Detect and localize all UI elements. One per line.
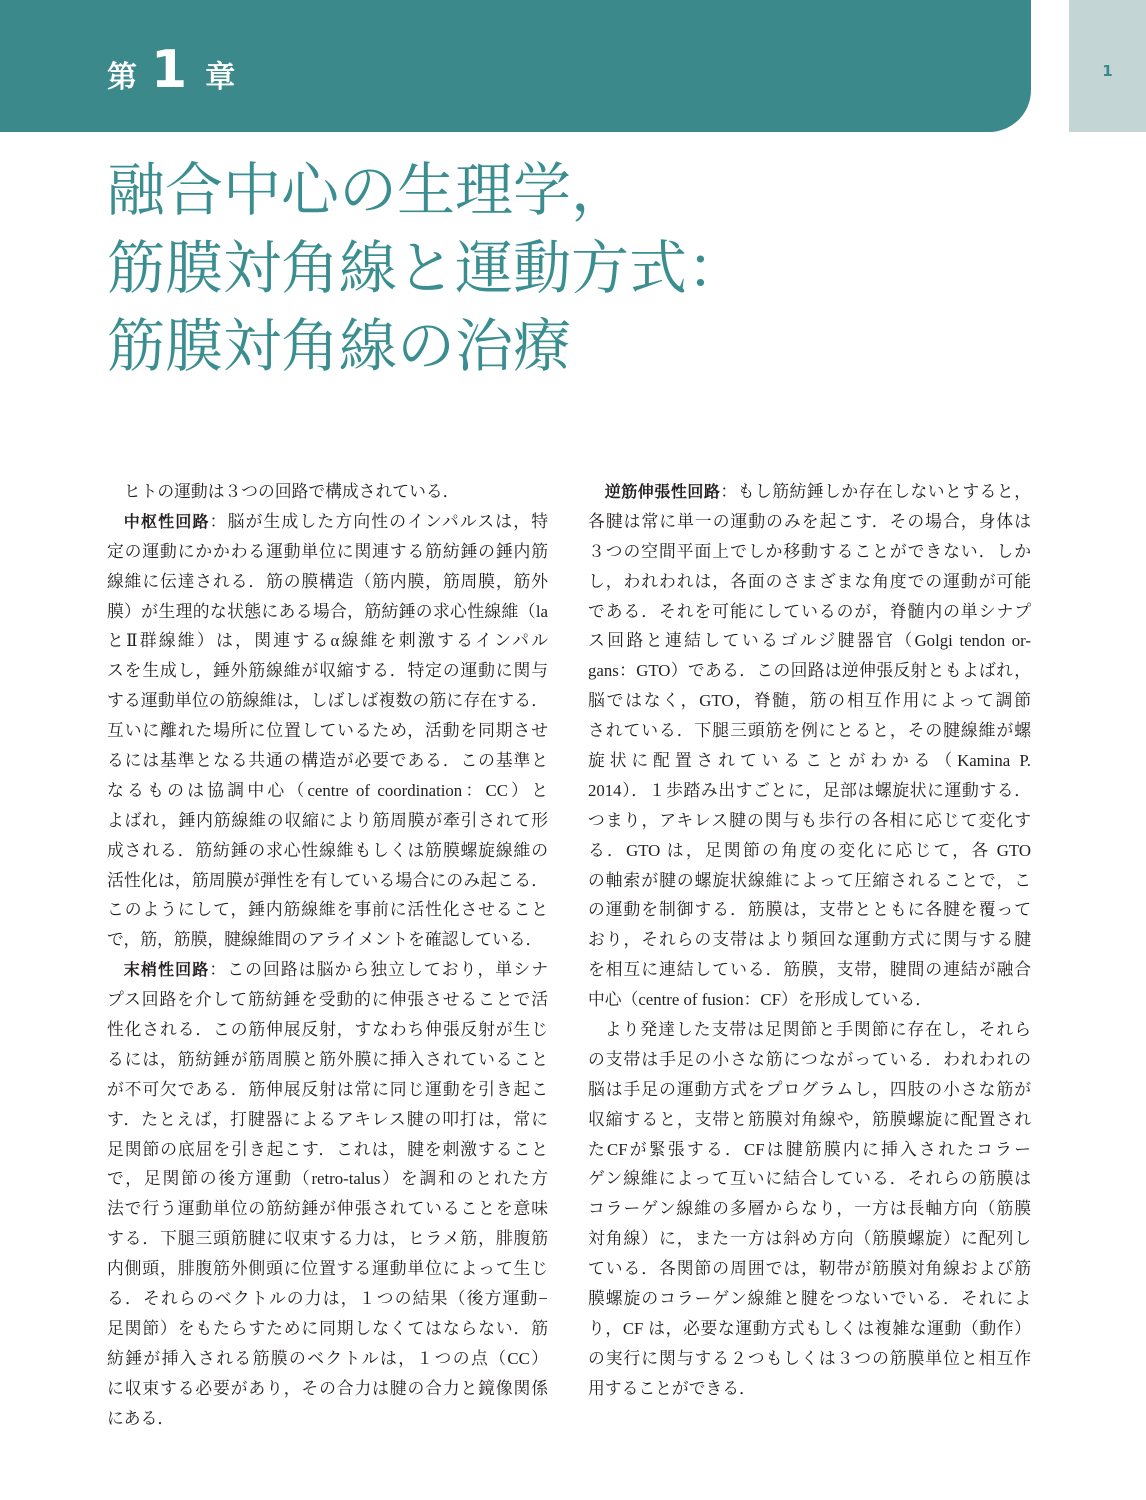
text-line bbox=[107, 507, 548, 537]
text-line: なるものは協調中心（centre of coordination：CC）と bbox=[107, 780, 548, 800]
text-line: である．それを可能にしているのが，脊髄内の単シナプ bbox=[588, 601, 1031, 621]
text-line: 2014）．１歩踏み出すごとに，足部は螺旋状に運動する． bbox=[588, 780, 1031, 800]
text-line: 脳ではなく，GTO，脊髄，筋の相互作用によって調節 bbox=[588, 691, 1031, 711]
text-line: の運動を制御する．筋膜は，支帯とともに各腱を覆って bbox=[588, 900, 1031, 920]
text-line: 各腱は常に単一の運動のみを起こす．その場合，身体は bbox=[588, 511, 1031, 531]
text-line: が不可欠である．筋伸展反射は常に同じ運動を引き起こ bbox=[107, 1079, 548, 1099]
text-line: に収束する必要があり，その合力は腱の合力と鏡像関係 bbox=[107, 1378, 548, 1398]
title-line: 筋膜対角線と運動方式： bbox=[107, 234, 746, 302]
text-line: り，CF は，必要な運動方式もしくは複雑な運動（動作） bbox=[588, 1318, 1031, 1338]
chapter-prefix: 第 bbox=[107, 60, 137, 95]
text-line: プス回路を介して筋紡錘を受動的に伸張させることで活 bbox=[107, 990, 548, 1010]
text-line: の実行に関与する２つもしくは３つの筋膜単位と相互作 bbox=[588, 1348, 1031, 1368]
paragraph bbox=[588, 477, 1031, 1015]
text-line: 線維に伝達される．筋の膜構造（筋内膜，筋周膜，筋外 bbox=[107, 571, 548, 591]
text-line: gans：GTO）である．この回路は逆伸張反射ともよばれ， bbox=[588, 661, 1031, 681]
text-line: 成される．筋紡錘の求心性線維もしくは筋膜螺旋線維の bbox=[107, 840, 548, 860]
title-line: 融合中心の生理学， bbox=[107, 156, 630, 224]
text-line-body: ：脳が生成した方向性のインパルスは，特 bbox=[209, 511, 548, 531]
text-line: スを生成し，錘外筋線維が収縮する．特定の運動に関与 bbox=[107, 661, 548, 681]
text-line: 定の運動にかかわる運動単位に関連する筋紡錘の錘内筋 bbox=[107, 541, 548, 561]
paragraph-lead: 末梢性回路 bbox=[123, 960, 210, 980]
right-column bbox=[588, 477, 1031, 1404]
text-line: る．それらのベクトルの力は，１つの結果（後方運動− bbox=[107, 1289, 548, 1309]
paragraph-lead: 中枢性回路 bbox=[123, 511, 210, 531]
left-column bbox=[107, 477, 548, 1434]
paragraph bbox=[107, 955, 548, 1433]
chapter-title bbox=[107, 151, 745, 385]
text-line: し，われわれは，各面のさまざまな角度での運動が可能 bbox=[588, 571, 1031, 591]
text-line bbox=[107, 955, 548, 985]
paragraph bbox=[588, 1015, 1031, 1404]
text-line: コラーゲン線維の多層からなり，一方は長軸方向（筋膜 bbox=[588, 1199, 1031, 1219]
text-line: 法で行う運動単位の筋紡錘が伸張されていることを意味 bbox=[107, 1199, 548, 1219]
text-line: されている．下腿三頭筋を例にとると，その腱線維が螺 bbox=[588, 721, 1031, 741]
text-line: 膜螺旋のコラーゲン線維と腱をつないでいる．それによ bbox=[588, 1289, 1031, 1309]
text-line: 旋状に配置されていることがわかる（Kamina P. bbox=[588, 751, 1031, 771]
text-line: ス回路と連結しているゴルジ腱器官（Golgi tendon or- bbox=[588, 631, 1031, 651]
text-line: 性化される．この筋伸展反射，すなわち伸張反射が生じ bbox=[107, 1020, 548, 1040]
chapter-header-band bbox=[0, 0, 1031, 132]
text-line: 足関節）をもたらすために同期しなくてはならない．筋 bbox=[107, 1318, 548, 1338]
text-line: る．GTO は，足関節の角度の変化に応じて，各 GTO bbox=[588, 840, 1031, 860]
page-tab bbox=[1069, 0, 1146, 132]
text-line: する運動単位の筋線維は，しばしば複数の筋に存在する． bbox=[107, 691, 548, 711]
text-line: で，筋，筋膜，腱線維間のアライメントを確認している． bbox=[107, 930, 543, 950]
text-line: ３つの空間平面上でしか移動することができない．しか bbox=[588, 541, 1031, 561]
text-line: このようにして，錘内筋線維を事前に活性化させること bbox=[107, 900, 548, 920]
text-line: たCFが緊張する．CFは腱筋膜内に挿入されたコラー bbox=[588, 1139, 1031, 1159]
text-line: ゲン線維によって互いに結合している．それらの筋膜は bbox=[588, 1169, 1031, 1189]
text-line bbox=[588, 477, 1031, 507]
text-line: の支帯は手足の小さな筋につながっている．われわれの bbox=[588, 1049, 1031, 1069]
text-line: よばれ，錘内筋線維の収縮により筋周膜が牽引されて形 bbox=[107, 810, 548, 830]
text-line: つまり，アキレス腱の関与も歩行の各相に応じて変化す bbox=[588, 810, 1031, 830]
text-line: 足関節の底屈を引き起こす．これは，腱を刺激すること bbox=[107, 1139, 548, 1159]
text-line-body: ：この回路は脳から独立しており，単シナ bbox=[209, 960, 548, 980]
text-line: ヒトの運動は３つの回路で構成されている． bbox=[123, 482, 460, 501]
page-number: 1 bbox=[1102, 62, 1113, 80]
text-line: の軸索が腱の螺旋状線維によって圧縮されることで，こ bbox=[588, 870, 1031, 890]
text-line: とⅡ群線維）は，関連するα線維を刺激するインパル bbox=[107, 631, 548, 651]
title-line: 筋膜対角線の治療 bbox=[107, 312, 572, 380]
text-line: ている．各関節の周囲では，靭帯が筋膜対角線および筋 bbox=[588, 1259, 1031, 1279]
text-line: で，足関節の後方運動（retro-talus）を調和のとれた方 bbox=[107, 1169, 548, 1189]
text-line: るには，筋紡錘が筋周膜と筋外膜に挿入されていること bbox=[107, 1049, 548, 1069]
chapter-label bbox=[107, 40, 235, 104]
text-line-body: ：もし筋紡錘しか存在しないとすると， bbox=[720, 482, 1031, 501]
text-line: す．たとえば，打腱器によるアキレス腱の叩打は，常に bbox=[107, 1109, 548, 1129]
text-line: を相互に連結している．筋膜，支帯，腱間の連結が融合 bbox=[588, 960, 1031, 980]
text-line: 膜）が生理的な状態にある場合，筋紡錘の求心性線維（la bbox=[107, 601, 548, 621]
text-line: 内側頭，腓腹筋外側頭に位置する運動単位によって生じ bbox=[107, 1259, 548, 1279]
text-line: 互いに離れた場所に位置しているため，活動を同期させ bbox=[107, 721, 548, 741]
text-line: 活性化は，筋周膜が弾性を有している場合にのみ起こる． bbox=[107, 870, 548, 890]
text-line: より発達した支帯は足関節と手関節に存在し，それら bbox=[604, 1020, 1031, 1040]
text-line: 紡錘が挿入される筋膜のベクトルは，１つの点（CC） bbox=[107, 1348, 548, 1368]
paragraph bbox=[107, 507, 548, 955]
text-line: おり，それらの支帯はより頻回な運動方式に関与する腱 bbox=[588, 930, 1031, 950]
text-line: する．下腿三頭筋腱に収束する力は，ヒラメ筋，腓腹筋 bbox=[107, 1229, 548, 1249]
text-line: 中心（centre of fusion：CF）を形成している． bbox=[588, 990, 932, 1010]
text-line: 脳は手足の運動方式をプログラムし，四肢の小さな筋が bbox=[588, 1079, 1031, 1099]
paragraph bbox=[107, 477, 548, 507]
text-line: 用することができる． bbox=[588, 1378, 756, 1398]
text-line: るには基準となる共通の構造が必要である．この基準と bbox=[107, 751, 548, 771]
paragraph-lead: 逆筋伸張性回路 bbox=[604, 482, 721, 501]
chapter-suffix: 章 bbox=[205, 60, 236, 95]
text-line: 対角線）に，また一方は斜め方向（筋膜螺旋）に配列し bbox=[588, 1229, 1031, 1249]
text-line: にある． bbox=[107, 1408, 175, 1428]
text-line: 収縮すると，支帯と筋膜対角線や，筋膜螺旋に配置され bbox=[588, 1109, 1031, 1129]
chapter-number: 1 bbox=[151, 40, 188, 100]
